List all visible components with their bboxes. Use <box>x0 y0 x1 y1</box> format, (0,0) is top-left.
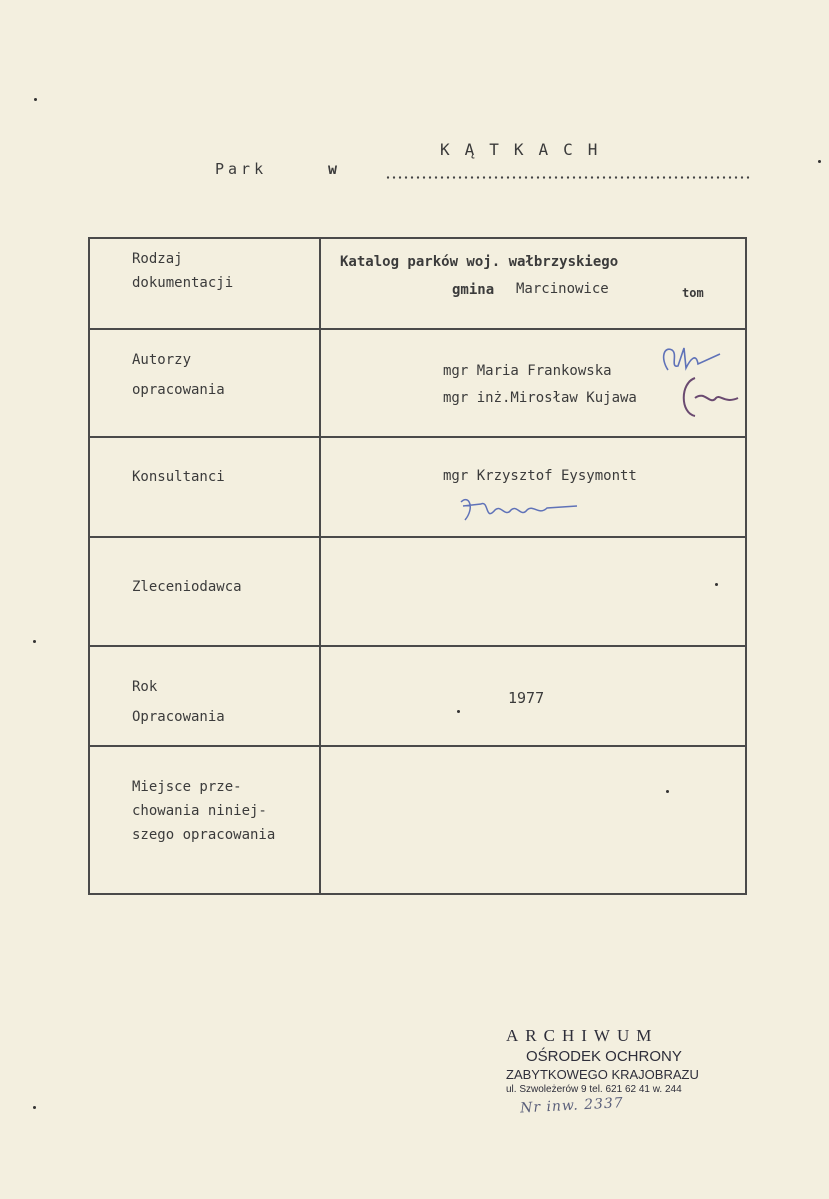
value-year: 1977 <box>508 689 545 707</box>
column-divider <box>319 647 321 745</box>
label-line: chowania niniej- <box>132 803 267 819</box>
inventory-number-handwritten: Nr inw. 2337 <box>519 1095 625 1117</box>
table-row-year <box>90 647 745 747</box>
table-row-storage-location <box>90 747 745 893</box>
author-2: mgr inż.Mirosław Kujawa <box>443 390 637 406</box>
label-consultants <box>132 465 225 489</box>
paper-speck <box>666 790 669 793</box>
label-line: opracowania <box>132 382 225 398</box>
label-documentation-type <box>132 247 233 295</box>
paper-speck <box>818 160 821 163</box>
table-row-consultants <box>90 438 745 538</box>
stamp-title: ARCHIWUM <box>506 1026 659 1045</box>
consultant-signature <box>455 490 585 535</box>
author-signatures <box>650 338 750 418</box>
park-w-label: w <box>328 160 338 178</box>
value-catalog: Katalog parków woj. wałbrzyskiego <box>340 254 619 270</box>
label-line: Opracowania <box>132 709 225 725</box>
table-row-documentation-type <box>90 239 745 330</box>
column-divider <box>319 239 321 328</box>
table-row-authors <box>90 330 745 438</box>
label-line: Konsultanci <box>132 469 225 485</box>
stamp-line-1: OŚRODEK OCHRONY <box>526 1048 682 1065</box>
column-divider <box>319 538 321 645</box>
paper-speck <box>33 640 36 643</box>
column-divider <box>319 747 321 893</box>
value-gmina-label: gmina <box>452 282 495 298</box>
table-row-commissioner <box>90 538 745 647</box>
label-line: Rodzaj <box>132 251 183 267</box>
park-label: Park <box>215 160 268 178</box>
documentation-table <box>88 237 747 895</box>
paper-speck <box>715 583 718 586</box>
stamp-line-2: ZABYTKOWEGO KRAJOBRAZU <box>506 1067 699 1082</box>
label-line: Rok <box>132 679 158 695</box>
label-line: Autorzy <box>132 352 192 368</box>
dotted-fill-line <box>385 176 750 179</box>
label-authors <box>132 348 225 402</box>
value-gmina-name: Marcinowice <box>516 281 609 297</box>
place-name: KĄTKACH <box>440 140 613 159</box>
consultant-1: mgr Krzysztof Eysymontt <box>443 468 637 484</box>
paper-speck <box>457 710 460 713</box>
label-storage-location <box>132 775 275 847</box>
paper-speck <box>34 98 37 101</box>
stamp-line-3: ul. Szwoleżerów 9 tel. 621 62 41 w. 244 <box>506 1084 682 1095</box>
paper-speck <box>33 1106 36 1109</box>
label-line: szego opracowania <box>132 827 276 843</box>
label-year <box>132 675 225 729</box>
label-line: dokumentacji <box>132 275 234 291</box>
archive-stamp <box>500 1026 730 1117</box>
author-1: mgr Maria Frankowska <box>443 363 612 379</box>
column-divider <box>319 330 321 436</box>
value-tom: tom <box>682 286 704 300</box>
label-line: Zleceniodawca <box>132 579 242 595</box>
column-divider <box>319 438 321 536</box>
label-commissioner <box>132 575 242 599</box>
label-line: Miejsce prze- <box>132 779 242 795</box>
